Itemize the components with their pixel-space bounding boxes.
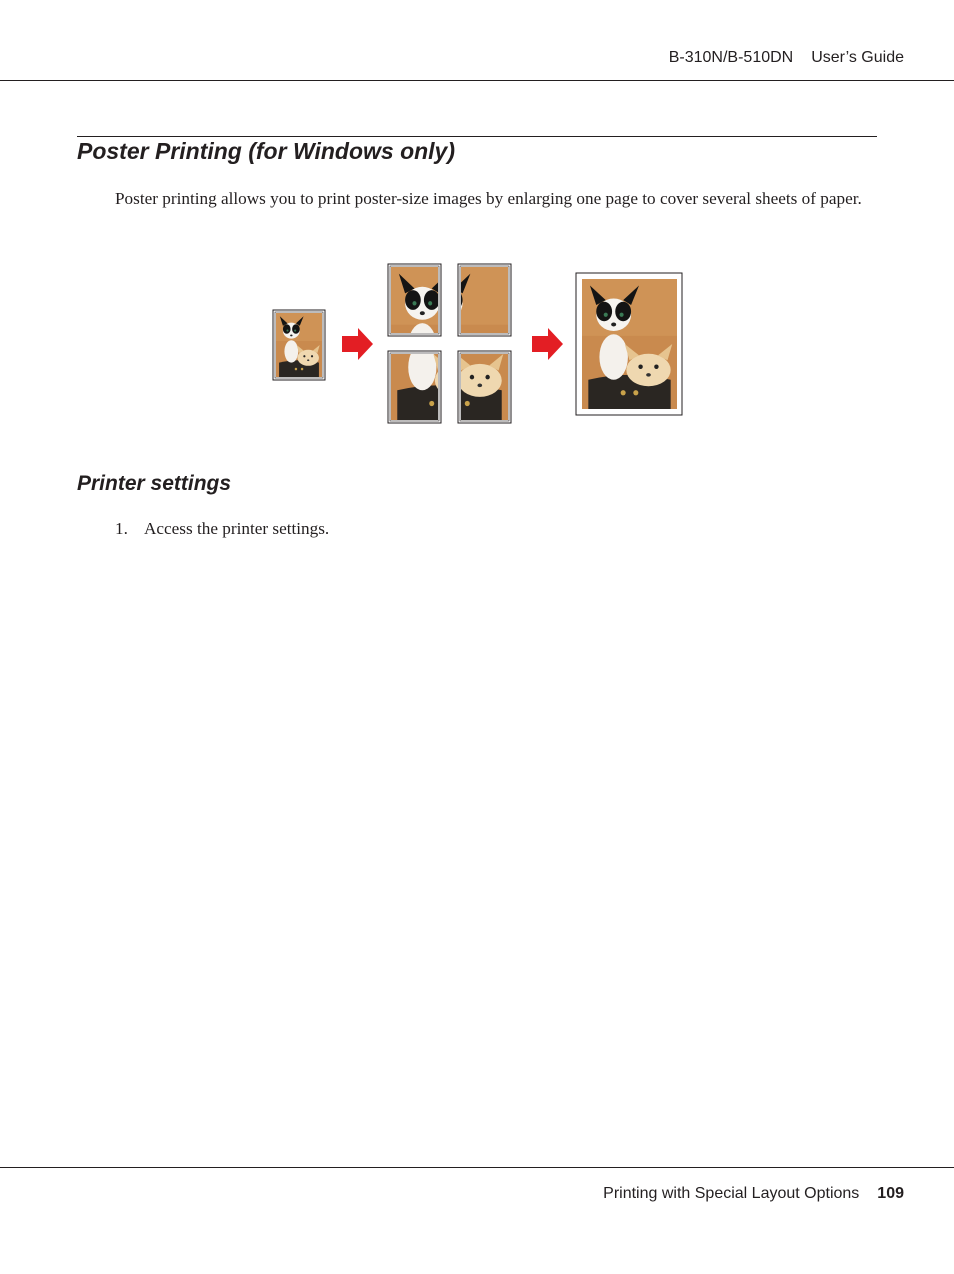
arrow-right-icon [532,328,563,360]
subsection-title: Printer settings [77,472,232,495]
section-title: Poster Printing (for Windows only) [77,138,456,164]
header-guide: User’s Guide [811,49,904,66]
header-title [669,49,904,67]
page-footer [603,1185,904,1203]
footer-chapter: Printing with Special Layout Options [603,1185,860,1202]
page-number: 109 [877,1185,904,1202]
header-model: B-310N/B-510DN [668,49,794,66]
section-rule [77,136,877,137]
step-text: Access the printer settings. [144,519,330,538]
step-item [115,518,329,540]
arrow-right-icon [342,328,373,360]
page-header [0,0,954,81]
page-footer-rule [0,1167,954,1168]
poster-printing-illustration [272,263,684,425]
original-image [273,310,325,380]
step-number: 1. [115,519,128,538]
poster-result-image [576,273,682,415]
section-intro: Poster printing allows you to print poster-size images by enlarging one page to cover several sheets of paper. [115,189,862,208]
